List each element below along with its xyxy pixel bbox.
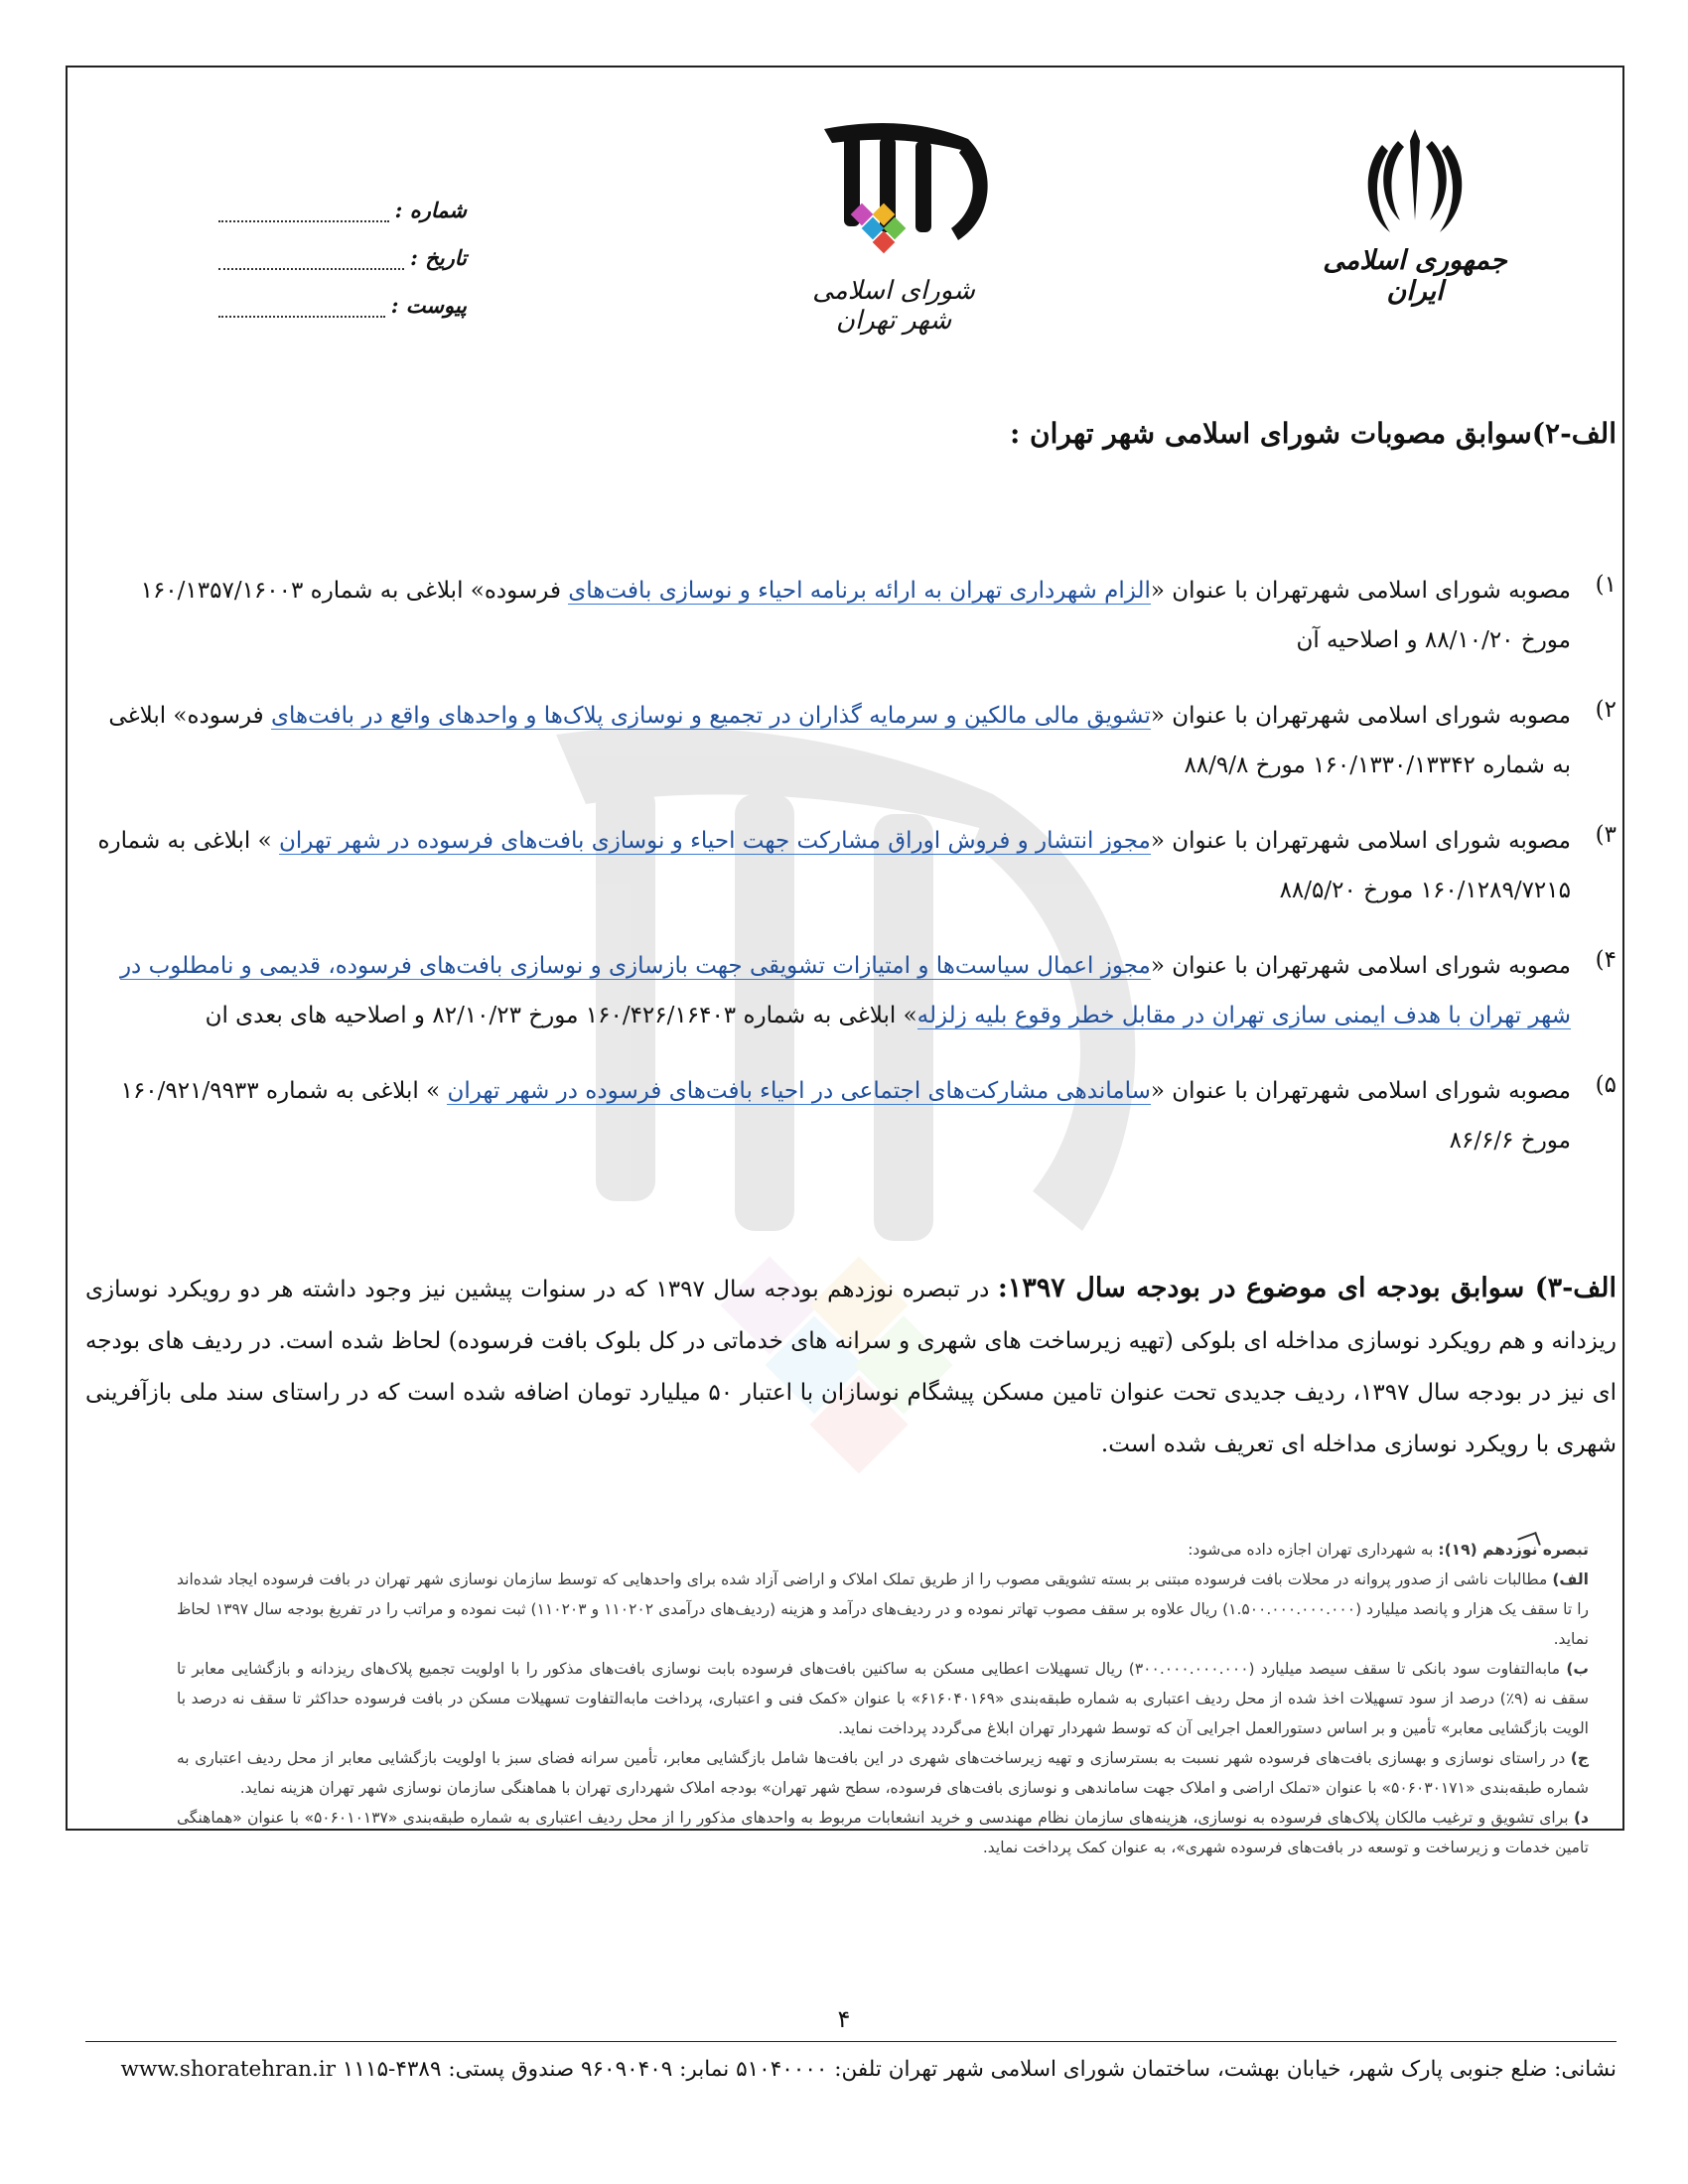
excerpt-text: مابه‌التفاوت سود بانکی تا سقف سیصد میلیارد (۳۰۰.۰۰۰.۰۰۰.۰۰۰) ریال تسهیلات اعطایی مسکن به ساکنین بافت‌های فرسوده بابت نوسازی بافت‌های مذکور را با اولویت تجمیع پلاک‌های ریزدانه و بازگشایی معابر تا سقف نه (۹٪) درصد از سود تسهیلات اخذ شده از محل ردیف اعتباری به شماره طبقه‌بندی «۶۱۶۰۴۰۱۶۹» با عنوان «کمک فنی و اعتباری، پرداخت مابه‌التفاوت تسهیلات مسکن در بافت فرسوده حداکثر تا سقف نه درصد با الویت بازگشایی معابر» تأمین و بر اساس دستورالعمل اجرایی آن که توسط شهردار تهران ابلاغ می‌گردد پرداخت نماید. <box>177 1660 1590 1737</box>
item-text <box>85 1066 1571 1165</box>
item-text <box>85 566 1571 665</box>
excerpt-text: مطالبات ناشی از صدور پروانه در محلات بافت فرسوده مبتنی بر بسته تشویقی مصوب را از طریق تملک املاک و اراضی آزاد شده برای واحدهایی که توسط سازمان نوسازی شهر تهران در بافت فرسوده ایجاد شده‌اند را تا سقف یک هزار و پانصد میلیارد (۱.۵۰۰.۰۰۰.۰۰۰.۰۰۰) ریال علاوه بر سقف مصوب تهاتر نموده و در ردیف‌های درآمد و هزینه (ردیف‌های درآمدی ۱۱۰۲۰۲ و ۱۱۰۲۰۳) ثبت نموده و مراتب را در تفریغ بودجه سال ۱۳۹۷ لحاظ نماید. <box>177 1570 1589 1648</box>
item-suffix: فرسوده» ابلاغی به شماره ۱۶۰/۱۳۳۰/۱۳۳۴۲ مورخ ۸۸/۹/۸ <box>108 703 1571 778</box>
excerpt-label: ج) <box>1570 1749 1589 1767</box>
attachment-label: پیوست : <box>390 293 467 318</box>
excerpt-label: د) <box>1573 1809 1590 1827</box>
excerpt-label: ب) <box>1566 1660 1589 1678</box>
letter-meta-fields <box>218 175 467 318</box>
item-number: ۵) <box>1595 1072 1617 1098</box>
item-suffix: » ابلاغی به شماره ۱۶۰/۹۲۱/۹۹۳۳ مورخ ۸۶/۶/۶ <box>120 1078 1571 1154</box>
excerpt-text: برای تشویق و ترغیب مالکان پلاک‌های فرسوده به نوسازی، هزینه‌های سازمان نظام مهندسی و خرید انشعابات مربوط به واحدهای مذکور را از محل ردیف اعتباری به شماره طبقه‌بندی «۵۰۶۰۱۰۱۳۷» با عنوان «هماهنگی تامین خدمات و زیرساخت و توسعه در بافت‌های فرسوده شهری»، به عنوان کمک پرداخت نماید. <box>177 1809 1589 1856</box>
section-title: الف-۲)سوابق مصوبات شورای اسلامی شهر تهران : <box>1009 417 1617 450</box>
item-text <box>85 816 1571 915</box>
council-logo-text: شورای اسلامی شهر تهران <box>812 276 975 336</box>
resolution-link[interactable]: الزام شهرداری تهران به ارائه برنامه احیاء و نوسازی بافت‌های <box>568 578 1151 604</box>
resolution-link[interactable]: تشویق مالی مالکین و سرمایه گذاران در تجمیع و نوسازی پلاک‌ها و واحدهای واقع در بافت‌های <box>270 703 1151 729</box>
national-emblem <box>1321 121 1509 310</box>
attachment-field <box>218 270 467 318</box>
resolution-link[interactable]: مجوز انتشار و فروش اوراق مشارکت جهت احیاء و نوسازی بافت‌های فرسوده در شهر تهران <box>279 828 1151 854</box>
list-item <box>85 941 1617 1040</box>
date-line <box>218 250 404 270</box>
excerpt-paragraph <box>177 1654 1589 1743</box>
item-suffix: فرسوده» ابلاغی به شماره ۱۶۰/۱۳۵۷/۱۶۰۰۳ مورخ ۸۸/۱۰/۲۰ و اصلاحیه آن <box>140 578 1571 653</box>
council-logo-icon <box>784 109 1003 276</box>
date-field <box>218 222 467 270</box>
number-label: شماره : <box>394 198 467 222</box>
page-number: ۴ <box>837 2005 851 2033</box>
item-suffix: » ابلاغی به شماره ۱۶۰/۱۲۸۹/۷۲۱۵ مورخ ۸۸/۵/۲۰ <box>97 828 1571 903</box>
resolution-link[interactable]: مجوز اعمال سیاست‌ها و امتیازات تشویقی جهت بازسازی و نوسازی بافت‌های فرسوده، قدیمی و نامطلوب در شهر تهران با هدف ایمنی سازی تهران در مقابل خطر وقوع بلیه زلزله <box>119 953 1571 1028</box>
list-item <box>85 1066 1617 1165</box>
budget-note-excerpt <box>177 1535 1589 1862</box>
list-item <box>85 566 1617 665</box>
list-item <box>85 816 1617 915</box>
excerpt-paragraph <box>177 1803 1589 1862</box>
emblem-text: جمهوری اسلامی ایران <box>1323 245 1507 307</box>
footer-address: نشانی: ضلع جنوبی پارک شهر، خیابان بهشت، ساختمان شورای اسلامی شهر تهران تلفن: ۵۱۰۴۰۰۰۰ نمابر: ۹۶۰۹۰۴۰۹ صندوق پستی: ۴۳۸۹-۱۱۱۵ www.shoratehran.ir <box>120 2057 1617 2082</box>
item-suffix: » ابلاغی به شماره ۱۶۰/۴۲۶/۱۶۴۰۳ مورخ ۸۲/۱۰/۲۳ و اصلاحیه های بعدی ان <box>205 1003 917 1028</box>
item-prefix: مصوبه شورای اسلامی شهرتهران با عنوان « <box>1150 578 1571 604</box>
resolution-link[interactable]: ساماندهی مشارکت‌های اجتماعی در احیاء بافت‌های فرسوده در شهر تهران <box>447 1078 1151 1104</box>
excerpt-text: در راستای نوسازی و بهسازی بافت‌های فرسوده شهر نسبت به بسترسازی و تهیه زیرساخت‌های شهری در این بافت‌ها شامل بازگشایی معابر، تأمین سرانه فضای سبز با اولویت بازگشایی معابر از محل ردیف اعتباری به شماره طبقه‌بندی «۵۰۶۰۳۰۱۷۱» با عنوان «تملک اراضی و املاک جهت ساماندهی و نوسازی بافت‌های فرسوده، سطح شهر تهران» بودجه املاک شهرداری تهران با هماهنگی سازمان نوسازی شهر تهران هزینه نماید. <box>177 1749 1589 1797</box>
budget-paragraph <box>85 1263 1617 1470</box>
item-text <box>85 691 1571 790</box>
emblem-icon <box>1360 121 1470 240</box>
council-logo <box>784 109 1003 336</box>
item-prefix: مصوبه شورای اسلامی شهرتهران با عنوان « <box>1150 953 1571 979</box>
excerpt-heading: تبصره نوزدهم (۱۹): <box>1438 1541 1589 1559</box>
resolutions-list <box>85 566 1617 1191</box>
excerpt-paragraph <box>177 1743 1589 1803</box>
budget-heading: الف-۳) سوابق بودجه ای موضوع در بودجه سال ۱۳۹۷: <box>997 1273 1617 1303</box>
item-prefix: مصوبه شورای اسلامی شهرتهران با عنوان « <box>1150 1078 1571 1104</box>
excerpt-paragraph <box>177 1565 1589 1654</box>
item-number: ۱) <box>1595 572 1617 598</box>
number-field <box>218 175 467 222</box>
excerpt-heading-rest: به شهرداری تهران اجازه داده می‌شود: <box>1188 1541 1439 1559</box>
attachment-line <box>218 298 385 318</box>
list-item <box>85 691 1617 790</box>
number-line <box>218 203 389 222</box>
item-number: ۳) <box>1595 822 1617 848</box>
footer-divider <box>85 2041 1617 2042</box>
budget-text: در تبصره نوزدهم بودجه سال ۱۳۹۷ که در سنوات پیشین نیز وجود داشته هر دو رویکرد نوسازی ریزدانه و هم رویکرد نوسازی مداخله ای بلوکی (تهیه زیرساخت های شهری و سرانه های خدماتی در کل بلوک بافت فرسوده) لحاظ شده است. در ردیف های بودجه ای نیز در بودجه سال ۱۳۹۷، ردیف جدیدی تحت عنوان تامین مسکن پیشگام نوسازان با اعتبار ۵۰ میلیارد تومان اضافه شده است که در راستای سند ملی بازآفرینی شهری با رویکرد نوسازی مداخله ای تعریف شده است. <box>85 1277 1617 1457</box>
item-prefix: مصوبه شورای اسلامی شهرتهران با عنوان « <box>1150 703 1571 729</box>
date-label: تاریخ : <box>410 245 467 270</box>
item-number: ۴) <box>1595 947 1617 973</box>
item-text <box>85 941 1571 1040</box>
item-prefix: مصوبه شورای اسلامی شهرتهران با عنوان « <box>1150 828 1571 854</box>
item-number: ۲) <box>1595 697 1617 723</box>
excerpt-label: الف) <box>1552 1570 1589 1588</box>
